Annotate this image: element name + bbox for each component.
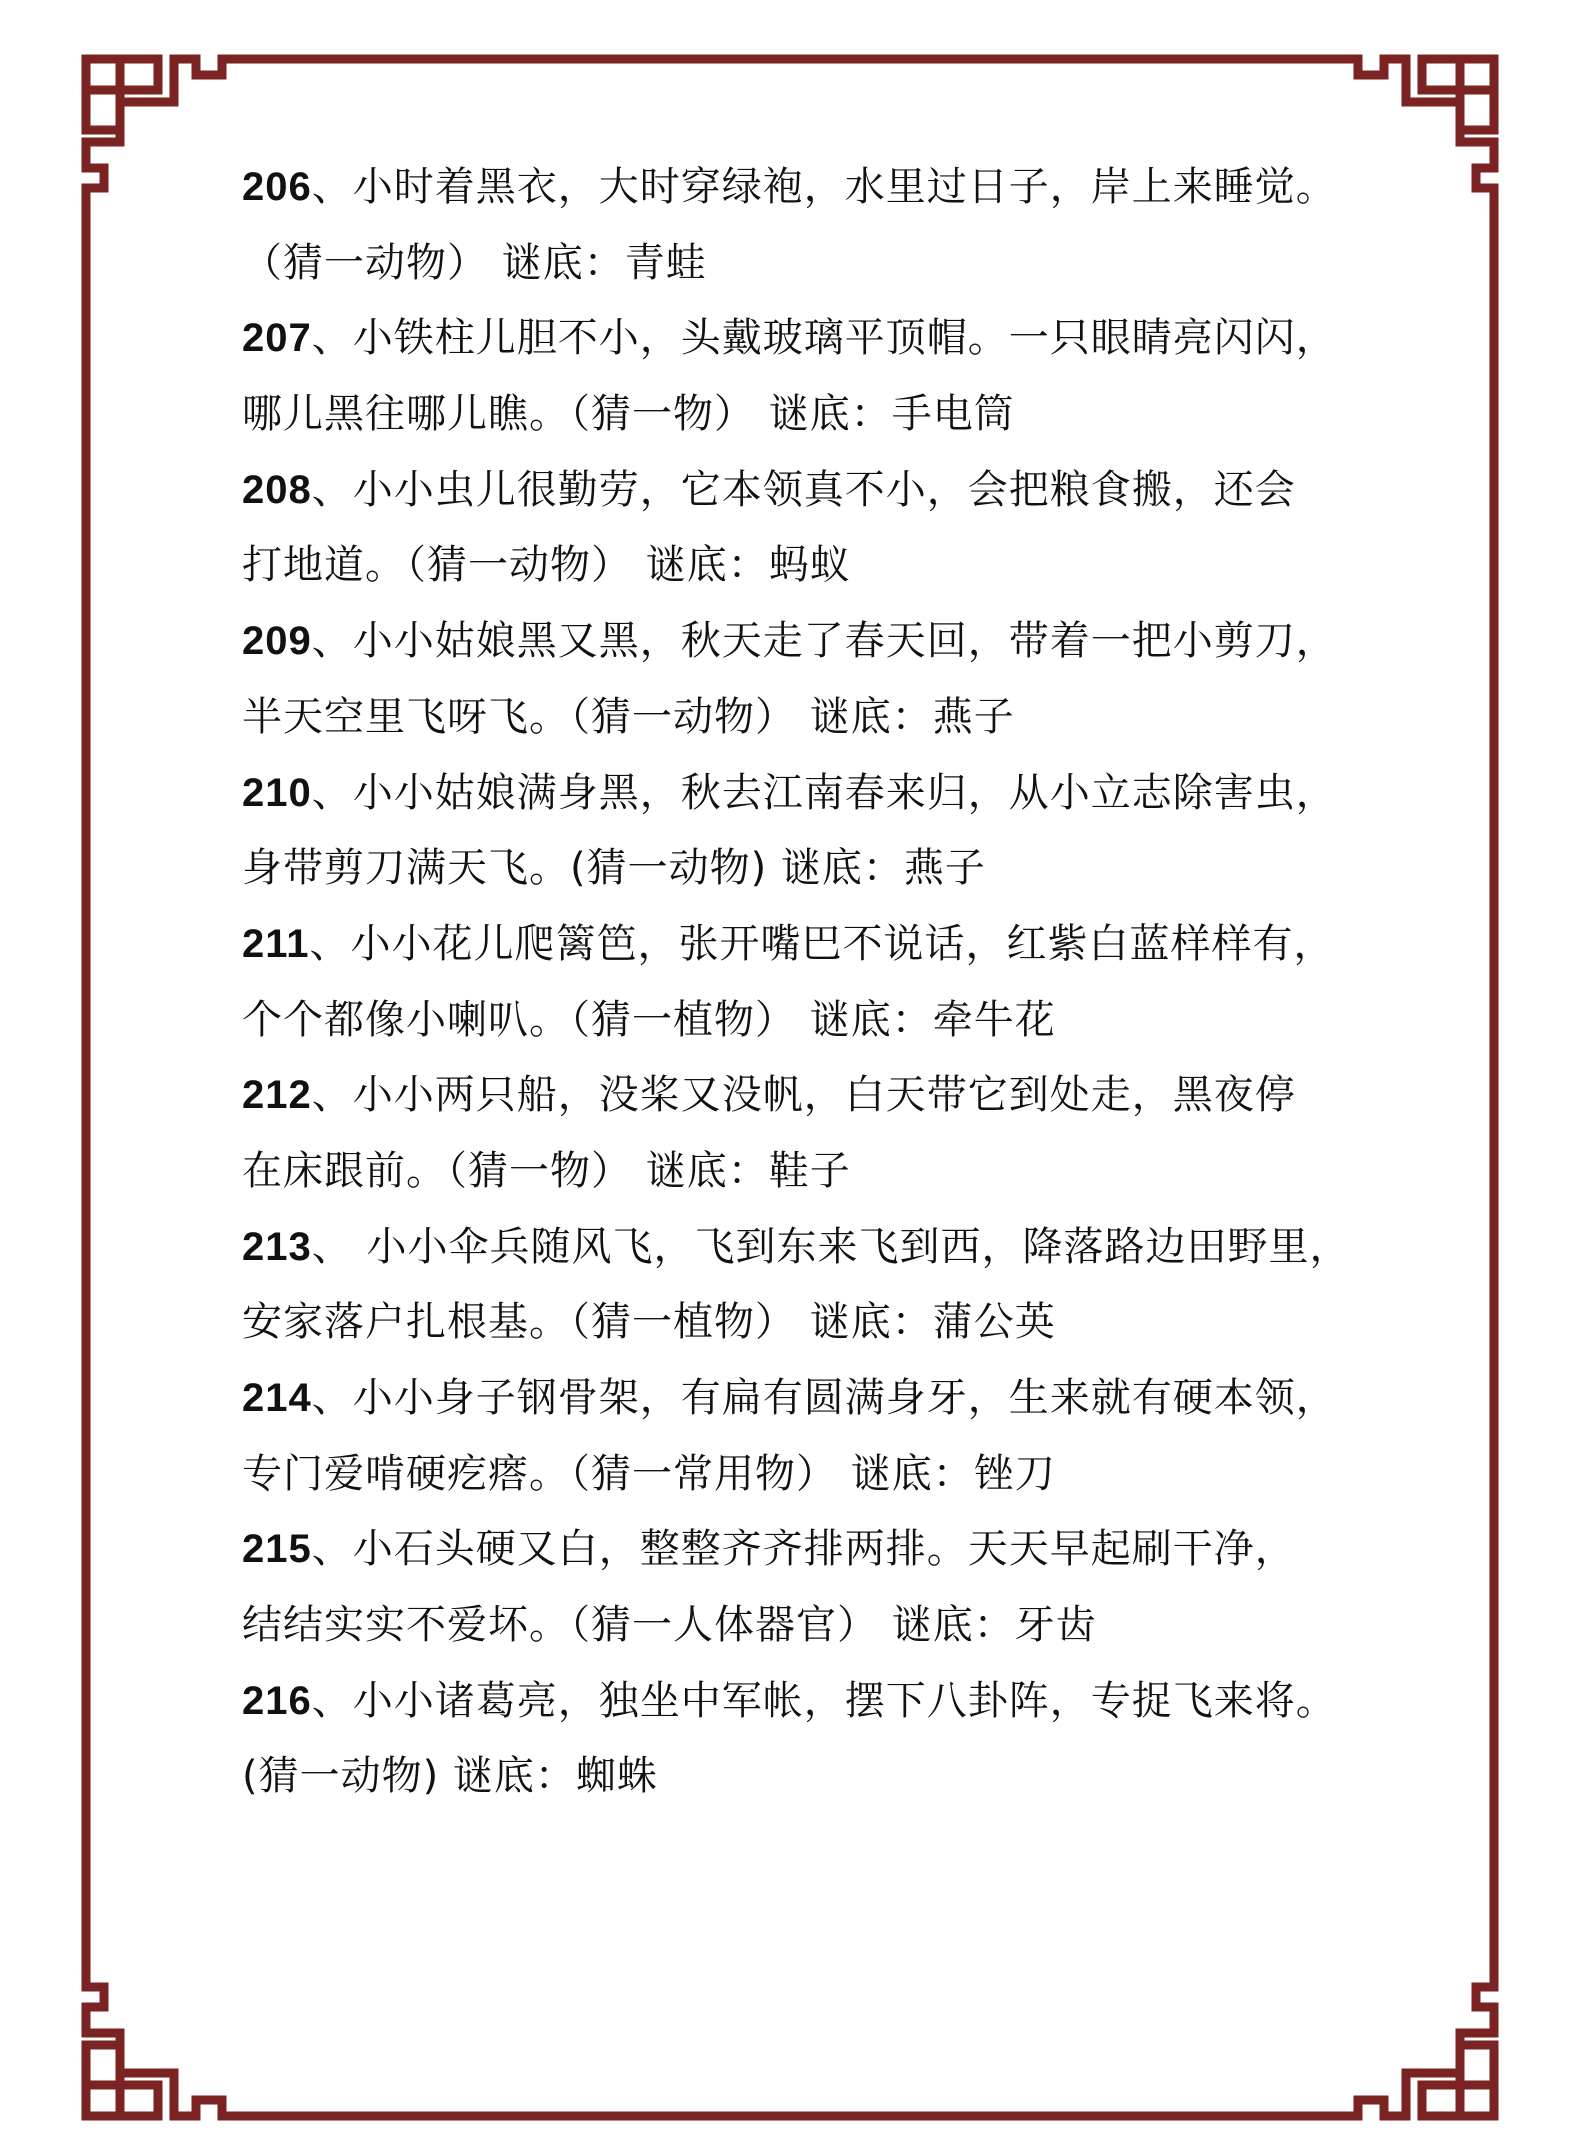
riddle-question-line [242,1664,1362,1740]
riddle-item [242,301,1362,452]
riddle-question-line [242,453,1362,529]
riddle-question-line [242,756,1362,832]
riddle-text: 、小小两只船，没桨又没帆，白天带它到处走，黑夜停 [311,1072,1296,1119]
riddle-answer-line: 身带剪刀满天飞。(猜一动物) 谜底：燕子 [242,845,986,892]
riddle-text: 、小时着黑衣，大时穿绿袍，水里过日子，岸上来睡觉。 [311,164,1337,210]
riddle-number: 215 [242,1527,312,1572]
riddle-text: 、小小虫儿很勤劳，它本领真不小，会把粮食搬，还会 [311,466,1296,513]
riddle-number: 212 [242,1073,312,1118]
riddle-item [242,453,1362,604]
riddle-number: 208 [242,467,312,512]
riddle-question-line [242,150,1362,226]
riddle-question-line [242,1210,1362,1286]
riddle-item [242,604,1362,755]
riddle-answer-line: 在床跟前。（猜一物） 谜底：鞋子 [242,1147,851,1194]
riddle-number: 211 [242,921,310,966]
riddle-item [242,756,1362,907]
riddle-text: 、小小姑娘满身黑，秋去江南春来归，从小立志除害虫， [311,769,1337,816]
riddle-text: 、 小小伞兵随风飞，飞到东来飞到西，降落路边田野里， [311,1223,1351,1270]
riddle-number: 207 [242,316,312,361]
riddle-answer-line: 结结实实不爱坏。（猜一人体器官） 谜底：牙齿 [242,1602,1097,1649]
riddle-item [242,907,1362,1058]
riddle-item [242,1361,1362,1512]
riddle-number: 210 [242,770,312,815]
riddle-number: 206 [242,165,312,209]
riddle-answer-line: 个个都像小喇叭。（猜一植物） 谜底：牵牛花 [242,996,1056,1043]
riddle-number: 209 [242,619,312,664]
riddle-text: 、小石头硬又白，整整齐齐排两排。天天早起刷干净， [311,1526,1296,1573]
riddle-answer-line: 打地道。（猜一动物） 谜底：蚂蚁 [242,542,851,589]
riddle-question-line [242,604,1362,680]
riddle-text: 、小小花儿爬篱笆，张开嘴巴不说话，红紫白蓝样样有， [309,920,1335,967]
riddle-question-line [242,1361,1362,1437]
riddle-item [242,1210,1362,1361]
riddle-answer-line: （猜一动物） 谜底：青蛙 [242,239,707,286]
riddle-item [242,1058,1362,1209]
riddle-answer-line: (猜一动物) 谜底：蜘蛛 [242,1753,658,1800]
riddle-text: 、小小诸葛亮，独坐中军帐，摆下八卦阵，专捉飞来将。 [311,1677,1337,1724]
riddle-number: 213 [242,1224,312,1269]
riddle-text: 、小小身子钢骨架，有扁有圆满身牙，生来就有硬本领， [311,1375,1337,1421]
riddle-number: 214 [242,1376,312,1420]
riddle-answer-line: 安家落户扎根基。（猜一植物） 谜底：蒲公英 [242,1299,1056,1346]
riddle-question-line [242,1058,1362,1134]
riddle-question-line [242,301,1362,377]
riddle-question-line [242,907,1362,983]
riddle-number: 216 [242,1678,312,1723]
riddle-text: 、小铁柱儿胆不小，头戴玻璃平顶帽。一只眼睛亮闪闪， [311,315,1337,362]
riddle-text: 、小小姑娘黑又黑，秋天走了春天回，带着一把小剪刀， [311,618,1337,665]
riddle-answer-line: 专门爱啃硬疙瘩。（猜一常用物） 谜底：锉刀 [242,1450,1056,1497]
riddle-item [242,150,1362,301]
riddle-item [242,1512,1362,1663]
riddle-answer-line: 半天空里飞呀飞。（猜一动物） 谜底：燕子 [242,693,1015,740]
riddle-answer-line: 哪儿黑往哪儿瞧。（猜一物） 谜底：手电筒 [242,391,1015,438]
riddle-item [242,1664,1362,1815]
riddle-list [242,150,1362,1815]
riddle-question-line [242,1512,1362,1588]
